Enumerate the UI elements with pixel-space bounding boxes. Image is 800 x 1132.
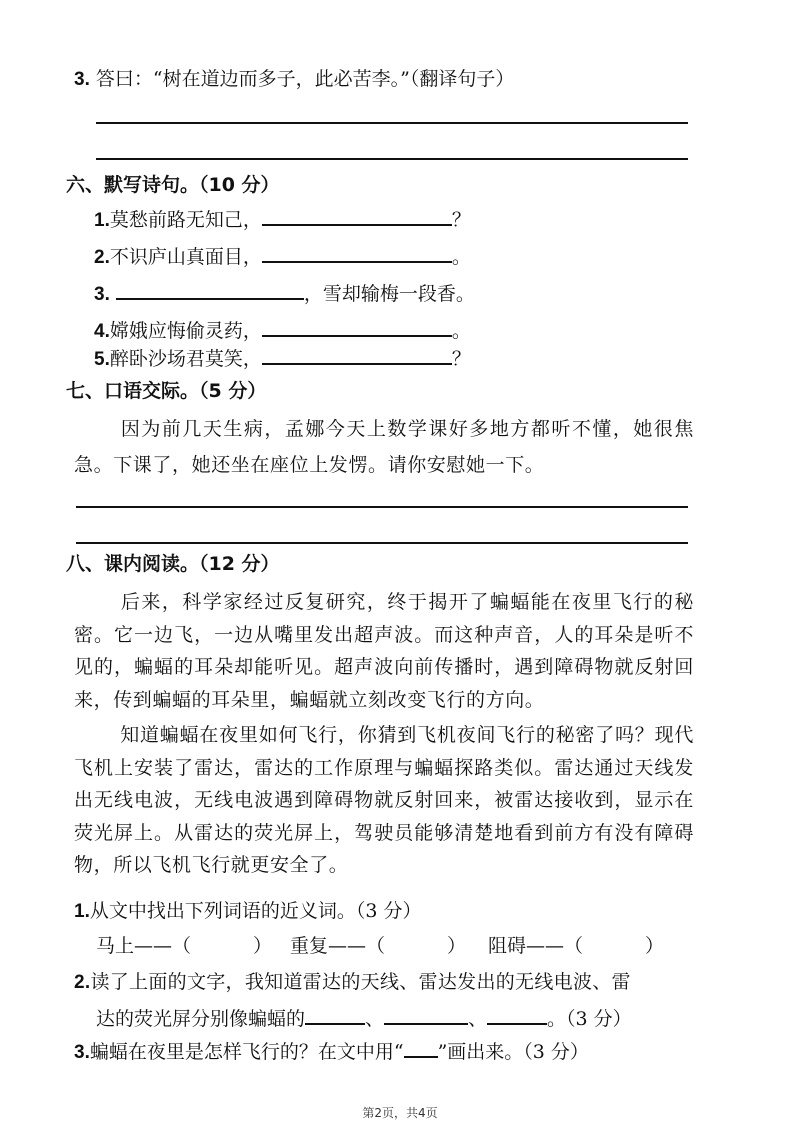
- section-6-heading: 六、默写诗句。（10 分）: [66, 174, 280, 196]
- s8-q1: 1.从文中找出下列词语的近义词。（3 分）: [74, 900, 422, 922]
- s8-q1-word-2: 重复——（ ）: [290, 935, 467, 957]
- s8-q1-word-1: 马上——（ ）: [96, 935, 273, 957]
- s6-item-4: 4.嫦娥应悔偷灵药， 。: [94, 313, 471, 347]
- s7-paragraph: 因为前几天生病，孟娜今天上数学课好多地方都听不懂，她很焦急。下课了，她还坐在座位上发愣。请你安慰她一下。: [74, 418, 694, 476]
- s8-q1-word-3: 阻碍——（ ）: [488, 935, 665, 957]
- s6-item-1: 1.莫愁前路无知己， ？: [94, 202, 471, 236]
- underline-sample: [404, 1036, 438, 1058]
- blank-s6-4[interactable]: [262, 313, 452, 337]
- blank-q2-2[interactable]: [384, 1001, 468, 1025]
- answer-line-s7-a[interactable]: [76, 506, 688, 508]
- blank-s6-5[interactable]: [262, 341, 452, 365]
- blank-s6-2[interactable]: [262, 239, 452, 263]
- section-7-heading: 七、口语交际。（5 分）: [66, 380, 267, 402]
- answer-line-s7-b[interactable]: [76, 542, 688, 544]
- section-8-heading: 八、课内阅读。（12 分）: [66, 553, 280, 575]
- blank-s6-1[interactable]: [262, 202, 452, 226]
- s8-paragraph-2: 知道蝙蝠在夜里如何飞行，你猜到飞机夜间飞行的秘密了吗？现代飞机上安装了雷达，雷达的工作原理与蝙蝠探路类似。雷达通过天线发出无线电波，无线电波遇到障碍物就反射回来，被雷达接收到，显示在荧光屏上。从雷达的荧光屏上，驾驶员能够清楚地看到前方有没有障碍物，所以飞机飞行就更安全了。: [74, 724, 694, 876]
- q5-3-number: 3.: [74, 69, 90, 90]
- answer-line-q5-3-a[interactable]: [96, 122, 688, 124]
- q5-3-text: 答曰：“树在道边而多子，此必苦李。”（翻译句子）: [95, 68, 515, 90]
- blank-s6-3[interactable]: [116, 276, 304, 300]
- blank-q2-1[interactable]: [305, 1001, 365, 1025]
- s6-item-5: 5.醉卧沙场君莫笑， ？: [94, 341, 471, 375]
- blank-q2-3[interactable]: [487, 1001, 547, 1025]
- s8-q3: 3.蝙蝠在夜里是怎样飞行的？在文中用“ ”画出来。（3 分）: [74, 1036, 589, 1068]
- s8-paragraph-1: 后来，科学家经过反复研究，终于揭开了蝙蝠能在夜里飞行的秘密。它一边飞，一边从嘴里发出超声波。而这种声音，人的耳朵是听不见的，蝙蝠的耳朵却能听见。超声波向前传播时，遇到障碍物就反射回来，传到蝙蝠的耳朵里，蝙蝠就立刻改变飞行的方向。: [74, 591, 694, 711]
- q5-3: [74, 64, 514, 95]
- s6-item-3: 3. ，雪却输梅一段香。: [94, 276, 475, 310]
- s8-q2-line2: 达的荧光屏分别像蝙蝠的 、 、 。（3 分）: [96, 1001, 632, 1034]
- page-number-footer: 第2页，共4页: [362, 1106, 438, 1120]
- s6-item-2: 2.不识庐山真面目， 。: [94, 239, 471, 273]
- s8-q2-line1: 2.读了上面的文字，我知道雷达的天线、雷达发出的无线电波、雷: [74, 971, 631, 993]
- answer-line-q5-3-b[interactable]: [96, 158, 688, 160]
